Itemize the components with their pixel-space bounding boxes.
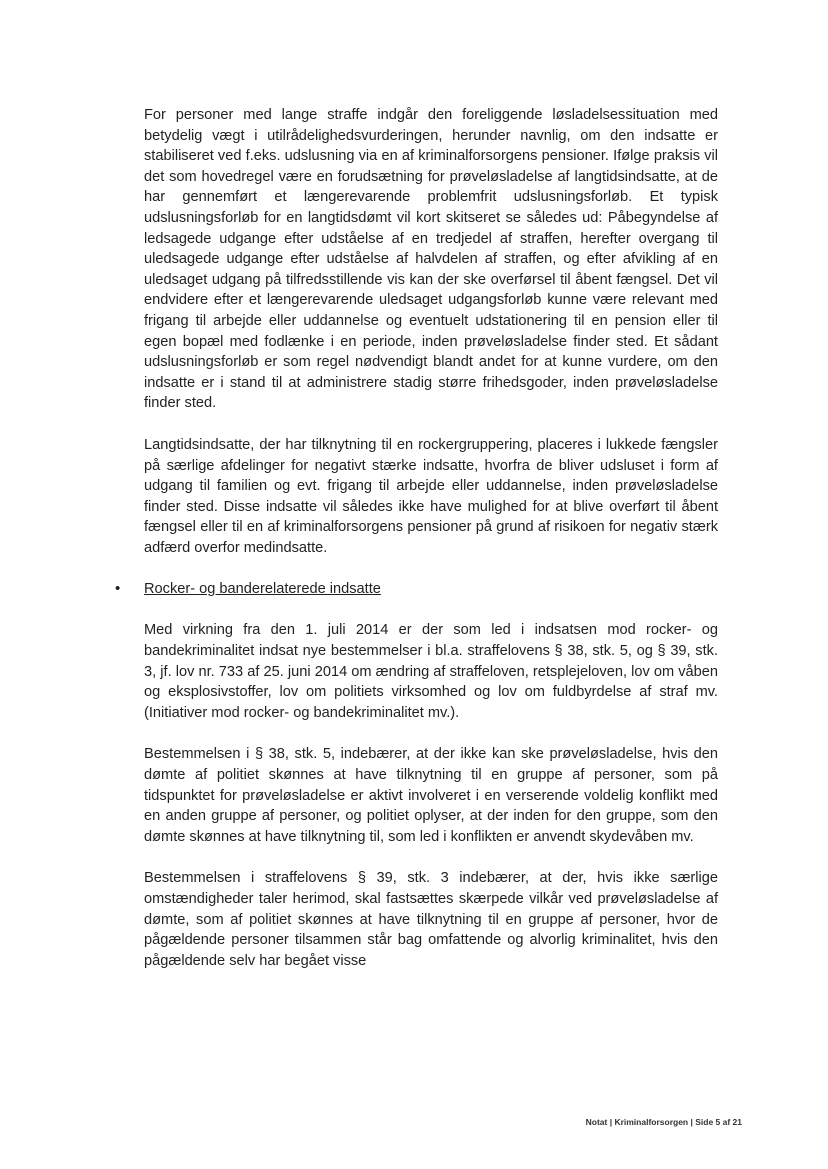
section-bullet [115,579,718,599]
paragraph-section-38: Bestemmelsen i § 38, stk. 5, indebærer, at der ikke kan ske prøveløsladelse, hvis den dømte af politiet skønnes at have tilknytning til en gruppe af personer, som på tidspunktet for prøveløsladelse er aktivt involveret i en verserende voldelig konflikt med en anden gruppe af personer, og politiet oplyser, at der inden for den gruppe, som den dømte skønnes at have tilknytning til, som led i konflikten er anvendt skydevåben mv. [144,746,718,845]
paragraph-release-situation: For personer med lange straffe indgår den foreliggende løsladelsessituation med betydelig vægt i utilrådelighedsvurderingen, herunder navnlig, om den indsatte er stabiliseret ved f.eks. udslusning via en af kriminalforsorgens pensioner. Ifølge praksis vil det som hovedregel være en forudsætning for prøveløsladelse af langtidsindsatte, at de har gennemført et længerevarende problemfrit udslusningsforløb. Et typisk udslusningsforløb for en langtidsdømt vil kort skitseret se således ud: Påbegyndelse af ledsagede udgange efter udståelse af en tredjedel af straffen, herefter overgang til uledsagede udgange efter udståelse af halvdelen af straffen, og efter afvikling af en uledsaget udgang på tilfredsstillende vis kan der ske overførsel til åbent fængsel. Det vil endvidere efter et længerevarende uledsaget udgangsforløb kunne være relevant med frigang til arbejde eller uddannelse og eventuelt udstationering til en pension eller til egen bopæl med fodlænke i en periode, inden prøveløsladelse finder sted. Et sådant udslusningsforløb er som regel nødvendigt blandt andet for at kunne vurdere, om den indsatte er i stand til at administrere stadig større frihedsgoder, inden prøveløsladelse finder sted. [144,107,718,412]
paragraph-section-39: Bestemmelsen i straffelovens § 39, stk. 3 indebærer, at der, hvis ikke særlige omstændigheder taler herimod, skal fastsættes skærpede vilkår ved prøveløsladelse af dømte, som af politiet skønnes at have tilknytning til en gruppe af personer, hvor de pågældende personer tilsammen står bag omfattende og alvorlig kriminalitet, hvis den pågældende selv har begået visse [144,870,718,969]
page-footer: Notat | Kriminalforsorgen | Side 5 af 21 [585,1117,742,1127]
document-body [115,105,718,992]
paragraph-rocker-inmates: Langtidsindsatte, der har tilknytning til en rockergruppering, placeres i lukkede fængsler på særlige afdelinger for negativt stærke indsatte, hvorfra de bliver udsluset i form af udgang til familien og evt. frigang til arbejde eller uddannelse, inden prøveløsladelse finder sted. Disse indsatte vil således ikke have mulighed for at blive overført til åbent fængsel eller til en af kriminalforsorgens pensioner på grund af risikoen for negativ stærk adfærd overfor medindsatte. [144,436,718,556]
paragraph-new-provisions: Med virkning fra den 1. juli 2014 er der som led i indsatsen mod rocker- og bandekriminalitet indsat nye bestemmelser i bl.a. straffelovens § 38, stk. 5, og § 39, stk. 3, jf. lov nr. 733 af 25. juni 2014 om ændring af straffeloven, retsplejeloven, lov om våben og eksplosivstoffer, lov om politiets virksomhed og lov om fuldbyrdelse af straf mv. (Initiativer mod rocker- og bandekriminalitet mv.). [144,622,718,721]
bullet-icon: • [115,580,121,598]
section-heading: Rocker- og banderelaterede indsatte [144,581,381,598]
